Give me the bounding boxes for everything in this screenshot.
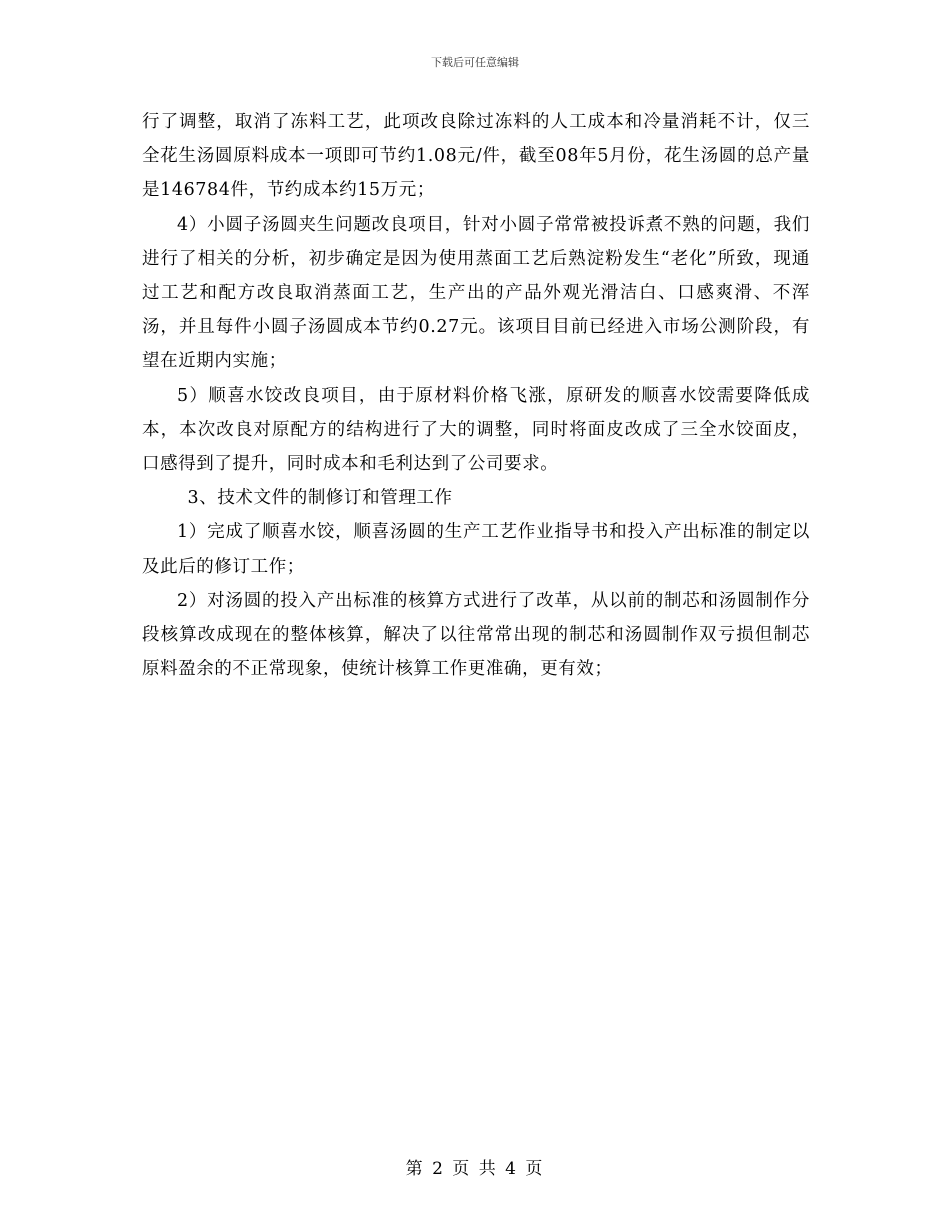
page-footer: 第 2 页 共 4 页	[405, 1159, 545, 1179]
paragraph-item-4: 4）小圆子汤圆夹生问题改良项目，针对小圆子常常被投诉煮不熟的问题，我们进行了相关的分析，初步确定是因为使用蒸面工艺后熟淀粉发生“老化”所致，现通过工艺和配方改良取消蒸面工艺，生产出的产品外观光滑洁白、口感爽滑、不浑汤，并且每件小圆子汤圆成本节约0.27元。该项目目前已经进入市场公测阶段，有望在近期内实施；	[142, 214, 810, 372]
page-header: 下载后可任意编辑	[431, 56, 519, 69]
paragraph-continuation: 行了调整，取消了冻料工艺，此项改良除过冻料的人工成本和冷量消耗不计，仅三全花生汤圆原料成本一项即可节约1.08元/件，截至08年5月份，花生汤圆的总产量是146784件，节约成本约15万元；	[142, 112, 810, 201]
section-heading: 3、技术文件的制修订和管理工作	[187, 488, 453, 509]
paragraph-item-2: 2）对汤圆的投入产出标准的核算方式进行了改革，从以前的制芯和汤圆制作分段核算改成现在的整体核算，解决了以往常常出现的制芯和汤圆制作双亏损但制芯原料盈余的不正常现象，使统计核算工作更准确，更有效；	[142, 590, 810, 680]
paragraph-item-5: 5）顺喜水饺改良项目，由于原材料价格飞涨，原研发的顺喜水饺需要降低成本，本次改良对原配方的结构进行了大的调整，同时将面皮改成了三全水饺面皮，口感得到了提升，同时成本和毛利达到了公司要求。	[142, 385, 810, 475]
document-body	[142, 105, 810, 686]
paragraph-item-1: 1）完成了顺喜水饺，顺喜汤圆的生产工艺作业指导书和投入产出标准的制定以及此后的修订工作；	[142, 522, 810, 577]
